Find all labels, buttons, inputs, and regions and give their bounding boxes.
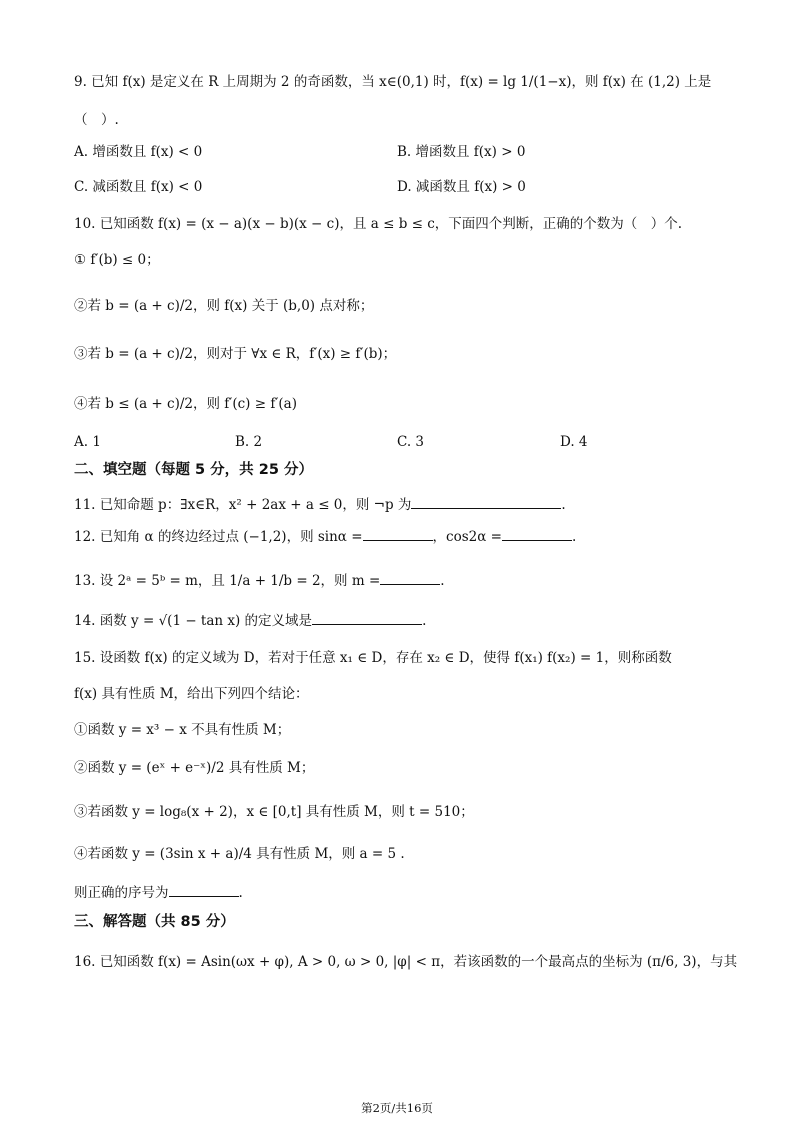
q10-option-c: C. 3 bbox=[397, 434, 425, 450]
q14-end: . bbox=[422, 613, 427, 629]
q15-conclusion-4: ④若函数 y = (3sin x + a)/4 具有性质 M，则 a = 5 . bbox=[74, 846, 405, 862]
q10-statement-2: ②若 b = (a + c)/2，则 f(x) 关于 (b,0) 点对称； bbox=[74, 298, 374, 314]
q9-option-a: A. 增函数且 f(x) < 0 bbox=[74, 144, 203, 160]
q9-option-b: B. 增函数且 f(x) > 0 bbox=[397, 144, 526, 160]
q10-option-d: D. 4 bbox=[560, 434, 588, 450]
q13-text: 13. 设 2ᵃ = 5ᵇ = m，且 1/a + 1/b = 2，则 m = bbox=[74, 573, 381, 589]
q15-answer-text: 则正确的序号为 bbox=[74, 885, 169, 901]
q9-stem: 9. 已知 f(x) 是定义在 R 上周期为 2 的奇函数，当 x∈(0,1) 时，f(x) = lg 1/(1−x)，则 f(x) 在 (1,2) 上是 bbox=[74, 74, 712, 90]
q14-text: 14. 函数 y = √(1 − tan x) 的定义域是 bbox=[74, 613, 313, 629]
q15-conclusion-2: ②函数 y = (eˣ + e⁻ˣ)/2 具有性质 M； bbox=[74, 760, 315, 776]
q10-statement-4: ④若 b ≤ (a + c)/2，则 f′(c) ≥ f′(a) bbox=[74, 396, 297, 412]
q11-answer-blank[interactable] bbox=[411, 494, 561, 509]
q10-option-b: B. 2 bbox=[235, 434, 263, 450]
q9-option-c: C. 减函数且 f(x) < 0 bbox=[74, 179, 203, 195]
q10-option-a: A. 1 bbox=[74, 434, 101, 450]
q15-end: . bbox=[238, 885, 243, 901]
q12-cos-blank[interactable] bbox=[502, 526, 572, 541]
q12-mid: ，cos2α = bbox=[432, 529, 502, 545]
q9-option-d: D. 减函数且 f(x) > 0 bbox=[397, 179, 526, 195]
q12-end: . bbox=[571, 529, 577, 545]
page-footer: 第2页/共16页 bbox=[361, 1101, 433, 1115]
question-13 bbox=[74, 570, 445, 591]
q15-conclusion-3: ③若函数 y = log₈(x + 2)，x ∈ [0,t] 具有性质 M，则 t = 510； bbox=[74, 804, 474, 820]
q14-answer-blank[interactable] bbox=[312, 610, 422, 625]
q15-answer-line bbox=[74, 882, 243, 903]
q10-statement-3: ③若 b = (a + c)/2，则对于 ∀x ∈ R，f′(x) ≥ f′(b)； bbox=[74, 346, 397, 362]
q11-text: 11. 已知命题 p：∃x∈R，x² + 2ax + a ≤ 0，则 ¬p 为 bbox=[74, 497, 412, 513]
q12-sin-blank[interactable] bbox=[363, 526, 433, 541]
q11-end: . bbox=[561, 497, 566, 513]
q15-conclusion-1: ①函数 y = x³ − x 不具有性质 M； bbox=[74, 722, 291, 738]
question-16: 16. 已知函数 f(x) = Asin(ωx + φ), A > 0, ω > 0, |φ| < π，若该函数的一个最高点的坐标为 (π/6, 3)，与其 bbox=[74, 954, 738, 970]
question-11 bbox=[74, 494, 566, 515]
q10-statement-1: ① f′(b) ≤ 0； bbox=[74, 252, 160, 268]
q12-text: 12. 已知角 α 的终边经过点 (−1,2)，则 sinα = bbox=[74, 529, 363, 545]
question-12 bbox=[74, 526, 576, 547]
q13-end: . bbox=[440, 573, 445, 589]
section-solutions-heading: 三、解答题（共 85 分） bbox=[74, 914, 235, 930]
q13-answer-blank[interactable] bbox=[380, 570, 440, 585]
q9-paren: （ ）. bbox=[74, 112, 119, 128]
q15-answer-blank[interactable] bbox=[169, 882, 239, 897]
q15-stem-line2: f(x) 具有性质 M，给出下列四个结论： bbox=[74, 686, 309, 702]
section-fill-blank-heading: 二、填空题（每题 5 分，共 25 分） bbox=[74, 462, 313, 478]
q15-stem-line1: 15. 设函数 f(x) 的定义域为 D，若对于任意 x₁ ∈ D，存在 x₂ ∈ D，使得 f(x₁) f(x₂) = 1，则称函数 bbox=[74, 650, 672, 666]
question-14 bbox=[74, 610, 426, 631]
q10-stem: 10. 已知函数 f(x) = (x − a)(x − b)(x − c)，且 a ≤ b ≤ c，下面四个判断，正确的个数为（ ）个. bbox=[74, 216, 683, 232]
